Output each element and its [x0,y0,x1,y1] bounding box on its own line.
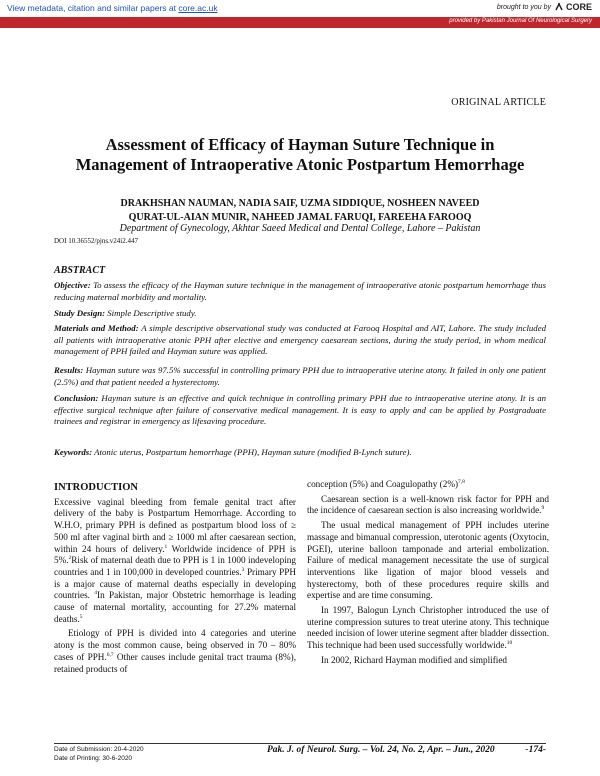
abstract-methods [54,323,546,358]
ref-6-7: 6,7 [106,651,114,658]
journal-citation: Pak. J. of Neurol. Surg. – Vol. 24, No. 2, Apr. – Jun., 2020 [266,745,495,755]
ref-3: 3 [241,566,245,573]
intro-paragraph-1 [54,497,296,626]
core-logo-text: CORE [565,2,592,12]
conclusion-label: Conclusion: [54,393,99,403]
p1-text-a: Excessive vaginal bleeding from female genital tract after delivery of the baby is Postpartum Hemorrhage. According to W.H.O, primary PPH is defined as postpartum blood loss of ≥ 500 ml after vaginal birth and ≥ 1000 ml after caesarean section, within 24 hours of delivery. [54,496,296,554]
ref-5: 5 [79,613,83,620]
intro-heading: INTRODUCTION [54,482,139,493]
provider-text: provided by Pakistan Journal Of Neurological Surgery [449,18,592,24]
r2-text: Caesarean section is a well-known risk factor for PPH and the incidence of caesarean section is also increasing worldwide. [307,493,549,516]
intro-paragraph-2 [54,628,296,675]
conclusion-text: Hayman suture is an effective and quick technique in controlling primary PPH due to intraoperative uterine atony. It is an effective surgical technique after failure of conservative medical management. It is easy to apply and can be applied by Postgraduate trainees and registrar in emergency as lifesaving procedure. [54,393,546,427]
core-left-text: View metadata, citation and similar papers at [7,3,179,13]
paper-title [0,135,600,175]
abstract-results [54,365,546,388]
right-paragraph-4 [307,605,549,652]
printing-date: Date of Printing: 30-6-2020 [54,755,133,762]
methods-text: A simple descriptive observational study was conducted at Farooq Hospital and AIT, Lahore. The study included all patients with intraoperative atonic PPH after elective and emergency caesarean sections, during the study period, in whom medical management of PPH failed and Hayman suture was applied. [54,323,546,357]
p1-text-c: Risk of maternal death due to PPH is 1 in 1000 indeveloping countries and 1 in 100,000 in developed countries. [54,555,296,577]
ref-4: 4 [94,590,98,597]
r5-text: In 2002, Richard Hayman modified and simplified [321,654,508,665]
core-logo-icon [554,2,564,12]
r3-text: The usual medical management of PPH includes uterine massage and bimanual compression, uterotonic agents (Oxytocin, PGEI), uterine balloon tamponade and arterial embolization. Failure of medical management necessitate the use of surgical interventions like ligation of major blood vessels and hysterectomy, both of these procedures require skills and expertise and are time consuming. [307,520,549,601]
submission-date: Date of Submission: 20-4-2020 [54,746,144,753]
r4-text: In 1997, Balogun Lynch Christopher introduced the use of uterine compression sutures to treat uterine atony. This technique needed incision of lower uterine segment after bladder dissection. This technique had been used successfully worldwide. [307,605,549,651]
abstract-heading: ABSTRACT [54,265,106,276]
title-line-1: Assessment of Efficacy of Hayman Suture Technique in [105,135,495,154]
design-text: Simple Descriptive study. [105,308,197,318]
core-logo [554,2,592,12]
objective-label: Objective: [54,280,91,290]
affiliation: Department of Gynecology, Akhtar Saeed Medical and Dental College, Lahore – Pakistan [119,223,481,234]
right-paragraph-3 [307,520,549,602]
right-column [307,479,549,670]
results-text: Hayman suture was 97.5% successful in controlling primary PPH due to intraoperative uterine atony. It failed in only one patient (2.5%) and that patient needed a hysterectomy. [54,365,546,387]
page-number: -174- [525,745,546,755]
right-paragraph-2 [307,494,549,517]
core-banner [0,0,600,17]
keywords-label: Keywords: [54,447,93,457]
abstract-conclusion [54,393,546,428]
right-paragraph-1 [307,479,549,491]
methods-label: Materials and Method: [54,323,139,333]
author-list [0,197,600,225]
ref-10: 10 [506,640,513,647]
left-column [54,482,296,678]
abstract-keywords [54,447,546,459]
core-right-text: brought to you by [496,3,551,11]
p2-text-a: Etiology of PPH is divided into 4 categories and uterine atony is the most common cause, being observed in 70 – 80% cases of PPH. [54,628,296,662]
p1-text-e: In Pakistan, major Obstetric hemorrhage is leading cause of maternal mortality, accounting for 27.2% maternal deaths. [54,590,296,624]
r1-text: conception (5%) and Coagulopathy (2%) [307,479,459,489]
ref-9: 9 [541,505,545,512]
article-type: ORIGINAL ARTICLE [451,97,546,108]
right-paragraph-5 [307,655,549,667]
core-metadata-link[interactable] [7,3,218,13]
footer-rule [54,743,546,744]
footer-dates [54,745,144,763]
keywords-text: Atonic uterus, Postpartum hemorrhage (PPH), Hayman suture (modified B-Lynch suture). [92,447,412,457]
p2-text-b: Other causes include genital tract trauma (8%), retained products of [54,651,296,674]
ref-2: 2 [68,555,72,562]
design-label: Study Design: [54,308,106,318]
core-link[interactable]: core.ac.uk [178,3,218,13]
abstract-objective [54,280,546,303]
p1-text-b: Worldwide incidence of PPH is 5%. [54,543,296,566]
abstract-design [54,308,546,320]
authors-line-2: QURAT-UL-AIAN MUNIR, NAHEED JAMAL FARUQI, FAREEHA FAROOQ [128,212,472,223]
ref-7-8: 7,8 [458,478,465,485]
footer-journal [267,745,546,755]
authors-line-1: DRAKHSHAN NAUMAN, NADIA SAIF, UZMA SIDDIQUE, NOSHEEN NAVEED [120,198,480,209]
provider-banner [0,17,600,28]
objective-text: To assess the efficacy of the Hayman suture technique in the management of intraoperative atonic postpartum hemorrhage thus reducing maternal morbidity and mortality. [54,280,546,302]
results-label: Results: [54,365,84,375]
ref-1: 1 [164,543,168,550]
title-line-2: Management of Intraoperative Atonic Postpartum Hemorrhage [75,155,525,174]
core-brought-by[interactable] [497,2,592,12]
doi[interactable]: DOI 10.36552/pjns.v24i2.447 [54,237,138,245]
p1-text-d: Primary PPH is a major cause of maternal deaths especially in developing countries. [54,566,296,601]
